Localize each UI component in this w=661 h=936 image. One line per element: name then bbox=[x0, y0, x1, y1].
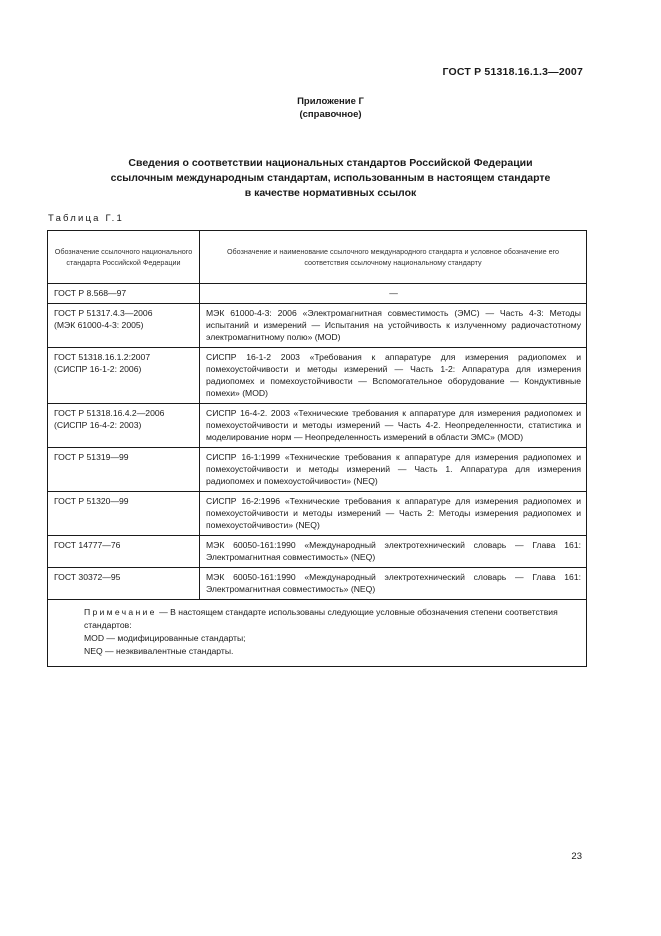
table-note-row bbox=[48, 600, 587, 667]
correspondence-table bbox=[47, 230, 587, 667]
note-paragraph bbox=[56, 606, 578, 632]
national-cell bbox=[48, 304, 200, 348]
title-line-3: в качестве нормативных ссылок bbox=[244, 187, 417, 199]
table-header-row bbox=[48, 231, 587, 284]
page-number: 23 bbox=[571, 851, 582, 862]
title-line-1: Сведения о соответствии национальных стандартов Российской Федерации bbox=[128, 157, 533, 169]
national-code: ГОСТ Р 51320—99 bbox=[54, 496, 129, 506]
table-row bbox=[48, 284, 587, 304]
note-neq: NEQ — неэквивалентные стандарты. bbox=[84, 646, 234, 656]
note-text: — В настоящем стандарте использованы следующие условные обозначения степени соответствия стандартов: bbox=[84, 607, 558, 630]
national-cell bbox=[48, 536, 200, 568]
standard-code: ГОСТ Р 51318.16.1.3—2007 bbox=[442, 66, 583, 78]
header-national: Обозначение ссылочного национального стандарта Российской Федерации bbox=[48, 231, 200, 284]
international-cell: — bbox=[200, 284, 587, 304]
title-line-2: ссылочным международным стандартам, использованным в настоящем стандарте bbox=[110, 172, 551, 184]
international-cell: МЭК 60050-161:1990 «Международный электротехнический словарь — Глава 161: Электромагнитная совместимость» (NEQ) bbox=[200, 568, 587, 600]
table-row bbox=[48, 492, 587, 536]
table-row bbox=[48, 536, 587, 568]
national-cell bbox=[48, 448, 200, 492]
national-code: ГОСТ 30372—95 bbox=[54, 572, 121, 582]
note-mod: MOD — модифицированные стандарты; bbox=[84, 633, 246, 643]
national-code: ГОСТ Р 51319—99 bbox=[54, 452, 129, 462]
national-code: ГОСТ Р 8.568—97 bbox=[54, 288, 127, 298]
national-alt-code: (СИСПР 16-4-2: 2003) bbox=[54, 420, 142, 430]
national-alt-code: (СИСПР 16-1-2: 2006) bbox=[54, 364, 142, 374]
document-title bbox=[60, 156, 601, 201]
national-code: ГОСТ 51318.16.1.2:2007 bbox=[54, 352, 151, 362]
annex-title: Приложение Г bbox=[297, 96, 364, 107]
table-row bbox=[48, 448, 587, 492]
annex-subtitle: (справочное) bbox=[299, 109, 362, 120]
national-code: ГОСТ Р 51317.4.3—2006 bbox=[54, 308, 153, 318]
table-note bbox=[48, 600, 587, 667]
table-row bbox=[48, 404, 587, 448]
international-cell: СИСПР 16-4-2. 2003 «Технические требования к аппаратуре для измерения радиопомех и помехоустойчивости и методы измерений — Часть 4-2. Неопределенности, статистика и моделирование норм — Неопределенность измерений в области ЭМС» (MOD) bbox=[200, 404, 587, 448]
international-cell: МЭК 61000-4-3: 2006 «Электромагнитная совместимость (ЭМС) — Часть 4-3: Методы испытаний и измерений — Испытания на устойчивость к излученному радиочастотному электромагнитному полю» (MOD) bbox=[200, 304, 587, 348]
international-cell: МЭК 60050-161:1990 «Международный электротехнический словарь — Глава 161: Электромагнитная совместимость» (NEQ) bbox=[200, 536, 587, 568]
national-cell bbox=[48, 348, 200, 404]
table-row bbox=[48, 568, 587, 600]
international-cell: СИСПР 16-1:1999 «Технические требования к аппаратуре для измерения радиопомех и помехоустойчивости и методы измерений — Часть 1. Аппаратура для измерения радиопомех и помехоустойчивости» (NEQ) bbox=[200, 448, 587, 492]
table-row bbox=[48, 348, 587, 404]
table-row bbox=[48, 304, 587, 348]
note-label: Примечание bbox=[84, 607, 157, 617]
international-cell: СИСПР 16-1-2 2003 «Требования к аппаратуре для измерения радиопомех и помехоустойчивости и методы измерений — Часть 1-2: Аппаратура для измерения радиопомех и помехоустойчивости — Вспомогательное оборудование — Кондуктивные помехи» (MOD) bbox=[200, 348, 587, 404]
table-caption: Таблица Г.1 bbox=[48, 213, 124, 224]
international-cell: СИСПР 16-2:1996 «Технические требования к аппаратуре для измерения радиопомех и помехоустойчивости и методы измерений — Часть 2: Методы измерения радиопомех и помехоустойчивости» (NEQ) bbox=[200, 492, 587, 536]
national-cell bbox=[48, 284, 200, 304]
national-cell bbox=[48, 404, 200, 448]
national-alt-code: (МЭК 61000-4-3: 2005) bbox=[54, 320, 144, 330]
header-international: Обозначение и наименование ссылочного международного стандарта и условное обозначение его соответствия ссылочному национальному стандарту bbox=[200, 231, 587, 284]
national-code: ГОСТ Р 51318.16.4.2—2006 bbox=[54, 408, 165, 418]
national-code: ГОСТ 14777—76 bbox=[54, 540, 121, 550]
national-cell bbox=[48, 568, 200, 600]
national-cell bbox=[48, 492, 200, 536]
